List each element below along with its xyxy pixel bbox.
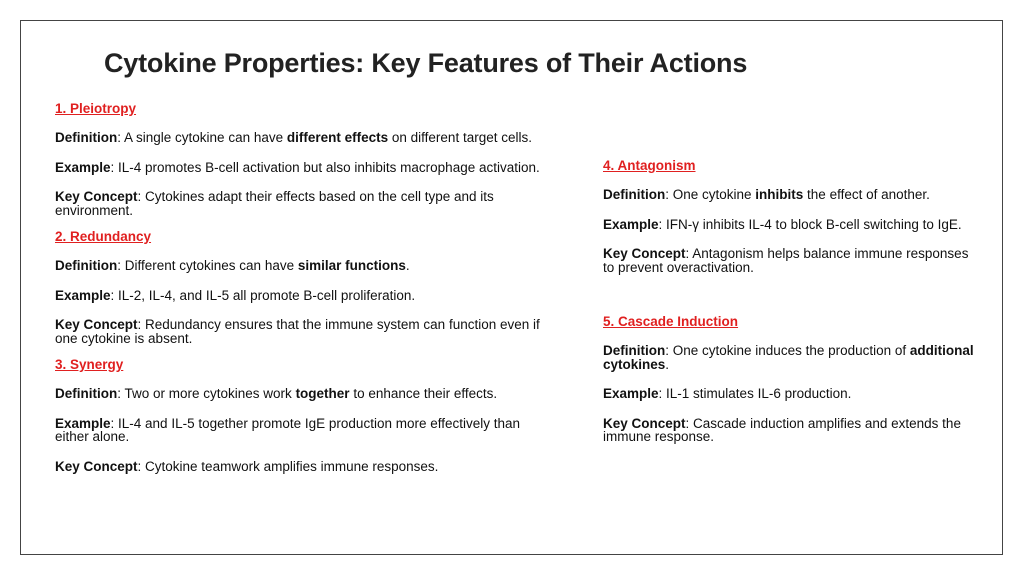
key-concept-text: Key Concept: Cascade induction amplifies and extends the immune response. [603, 415, 961, 444]
key-concept-text: Key Concept: Redundancy ensures that the immune system can function even if one cytokine is absent. [55, 317, 540, 346]
key-concept-text: Key Concept: Antagonism helps balance immune responses to prevent overactivation. [603, 246, 969, 275]
section-antagonism [603, 158, 983, 274]
definition-text: Definition: Two or more cytokines work together to enhance their effects. [55, 386, 498, 401]
slide-title: Cytokine Properties: Key Features of Their Actions [104, 48, 748, 78]
example-text: Example: IFN-γ inhibits IL-4 to block B-cell switching to IgE. [603, 216, 962, 232]
right-column [603, 158, 983, 444]
section-heading: 5. Cascade Induction [603, 314, 739, 329]
section-heading: 1. Pleiotropy [55, 101, 137, 116]
example-text: Example: IL-1 stimulates IL-6 production. [603, 386, 852, 401]
section-redundancy [55, 229, 555, 345]
definition-text: Definition: Different cytokines can have similar functions. [55, 258, 410, 273]
key-concept-text: Key Concept: Cytokine teamwork amplifies immune responses. [55, 458, 439, 474]
left-column [55, 101, 555, 473]
section-pleiotropy [55, 101, 555, 217]
example-text: Example: IL-4 and IL-5 together promote IgE production more effectively than either alone. [55, 415, 521, 444]
example-text: Example: IL-4 promotes B-cell activation but also inhibits macrophage activation. [55, 159, 540, 175]
section-heading: 2. Redundancy [55, 229, 152, 244]
key-concept-text: Key Concept: Cytokines adapt their effects based on the cell type and its environment. [55, 189, 494, 218]
example-text: Example: IL-2, IL-4, and IL-5 all promote B-cell proliferation. [55, 287, 416, 303]
section-heading: 3. Synergy [55, 357, 124, 372]
definition-text: Definition: One cytokine induces the production of additional cytokines. [603, 343, 974, 372]
definition-text: Definition: A single cytokine can have different effects on different target cells. [55, 130, 532, 145]
section-heading: 4. Antagonism [603, 158, 696, 173]
section-synergy [55, 357, 555, 473]
section-cascade-induction [603, 314, 983, 444]
definition-text: Definition: One cytokine inhibits the effect of another. [603, 187, 930, 202]
